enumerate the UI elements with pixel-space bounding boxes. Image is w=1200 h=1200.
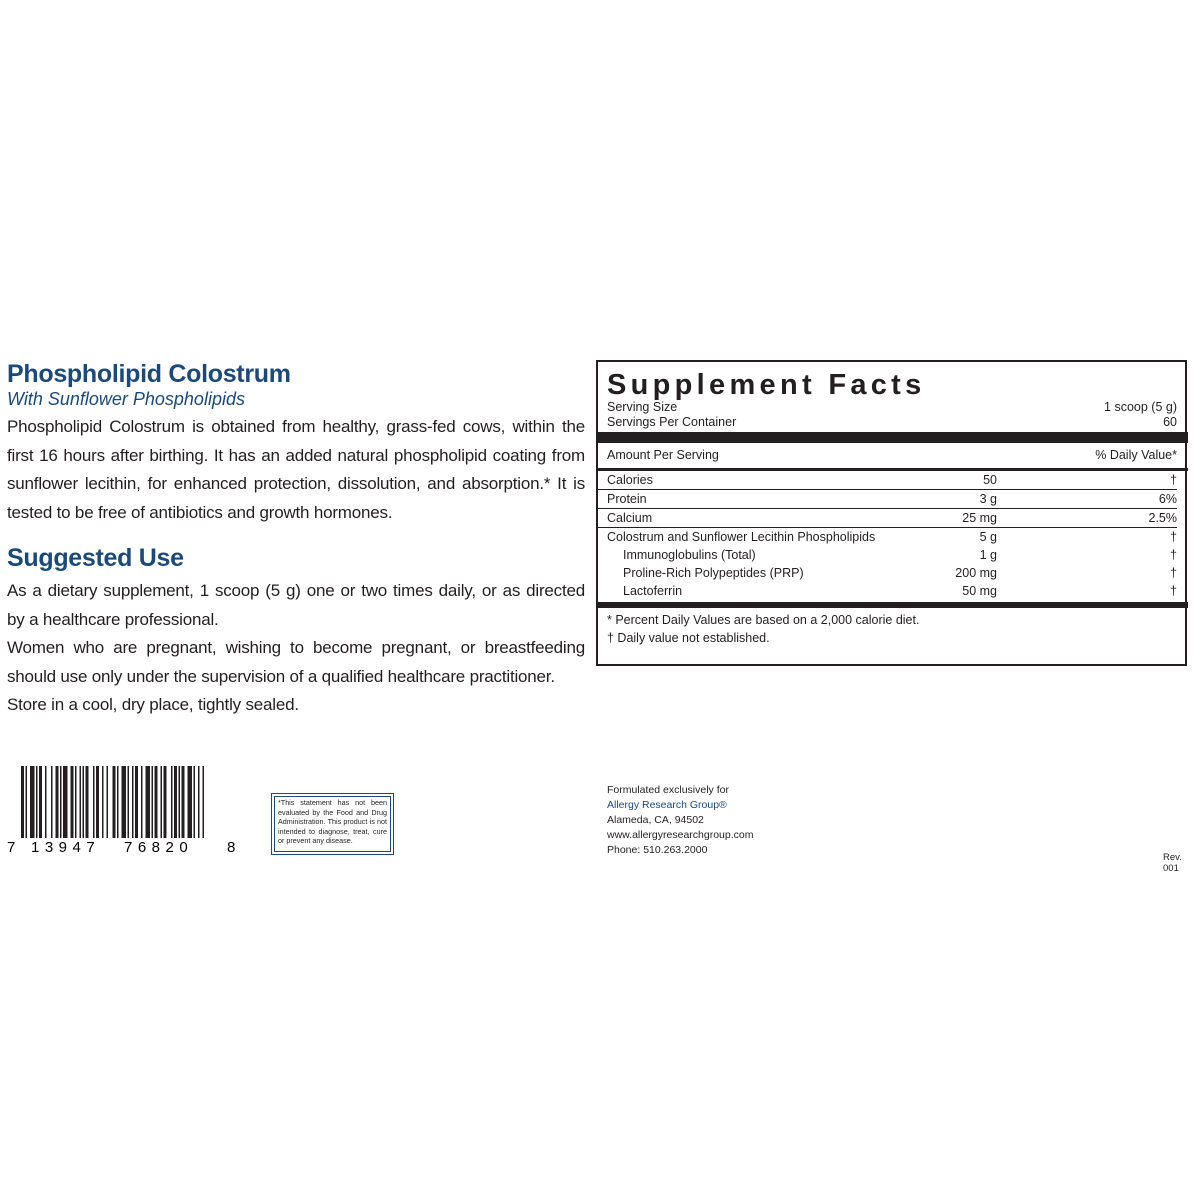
barcode-bar [75, 766, 77, 838]
supplement-facts-title: Supplement Facts [607, 369, 926, 401]
nutrient-amount: 5 g [979, 530, 997, 544]
amount-per-serving-row [607, 446, 1177, 464]
barcode-bar [188, 766, 193, 838]
nutrient-amount: 3 g [979, 492, 997, 506]
barcode-bar [39, 766, 42, 838]
serving-size-row [607, 400, 1177, 415]
fda-disclaimer-box [271, 793, 394, 855]
barcode-bar [45, 766, 47, 838]
barcode-digits-right: 76820 [124, 839, 194, 856]
product-info [7, 360, 585, 720]
nutrient-name: Calcium [607, 511, 653, 525]
nutrient-name: Calories [607, 473, 653, 487]
barcode-bar [152, 766, 154, 838]
barcode-bar [132, 766, 134, 838]
barcode-bar [107, 766, 109, 838]
barcode-bar [93, 766, 95, 838]
nutrient-daily-value: † [1170, 584, 1177, 598]
servings-per-container-row [607, 415, 1177, 430]
supplement-facts-panel [596, 360, 1187, 666]
nutrient-daily-value: † [1170, 548, 1177, 562]
nutrient-amount: 1 g [979, 548, 997, 562]
formulated-for-label: Formulated exclusively for [607, 784, 729, 796]
nutrient-amount: 25 mg [962, 511, 997, 525]
barcode-bar [135, 766, 138, 838]
servings-per-container-label: Servings Per Container [607, 415, 737, 429]
barcode-bar [179, 766, 181, 838]
barcode-bar [21, 766, 24, 838]
brand-address: Alameda, CA, 94502 [607, 814, 704, 826]
servings-per-container-value: 60 [1163, 415, 1177, 429]
upc-barcode [5, 766, 237, 856]
barcode-bar [171, 766, 173, 838]
barcode-bar [30, 766, 35, 838]
barcode-bar [117, 766, 119, 838]
barcode-bar [128, 766, 130, 838]
suggested-use-dosage: As a dietary supplement, 1 scoop (5 g) one or two times daily, or as directed by a healthcare professional. [7, 581, 585, 629]
barcode-bar [174, 766, 177, 838]
nutrient-row [598, 564, 1177, 582]
bottom-divider [598, 602, 1188, 608]
barcode-bar [164, 766, 167, 838]
footnote-percent-dv: * Percent Daily Values are based on a 2,000 calorie diet. [607, 613, 920, 627]
barcode-bar [203, 766, 205, 838]
nutrient-name: Proline-Rich Polypeptides (PRP) [623, 566, 804, 580]
barcode-bar [86, 766, 89, 838]
barcode-bar [83, 766, 85, 838]
barcode-digit-check: 8 [227, 839, 236, 856]
nutrient-daily-value: † [1170, 473, 1177, 487]
nutrient-daily-value: 6% [1158, 492, 1177, 506]
barcode-bar [161, 766, 163, 838]
barcode-bar [26, 766, 28, 838]
barcode-digit-lead: 7 [7, 839, 16, 856]
revision-label: Rev. 001 [1163, 852, 1182, 874]
thick-divider [598, 432, 1188, 443]
suggested-use-storage: Store in a cool, dry place, tightly sealed. [7, 695, 299, 714]
nutrient-daily-value: † [1170, 566, 1177, 580]
nutrient-row [598, 508, 1177, 527]
manufacturer-info [607, 783, 753, 858]
nutrient-name: Immunoglobulins (Total) [623, 548, 756, 562]
barcode-bar [51, 766, 53, 838]
product-title: Phospholipid Colostrum [7, 360, 291, 388]
barcode-bar [141, 766, 143, 838]
daily-value-header: % Daily Value* [1095, 448, 1177, 462]
barcode-bars [21, 766, 204, 838]
nutrient-daily-value: 2.5% [1148, 511, 1177, 525]
serving-size-value: 1 scoop (5 g) [1104, 400, 1177, 414]
barcode-bar [113, 766, 116, 838]
nutrient-row [598, 489, 1177, 508]
barcode-bar [122, 766, 127, 838]
brand-name: Allergy Research Group® [607, 799, 727, 811]
product-description: Phospholipid Colostrum is obtained from healthy, grass-fed cows, within the first 16 hours after birthing. It has an added natural phospholipid coating from sunflower lecithin, for enhanced protection, dissolution, and absorption.* It is tested to be free of antibiotics and growth hormones. [7, 417, 585, 522]
brand-phone: Phone: 510.263.2000 [607, 844, 708, 856]
footnote-dagger: † Daily value not established. [607, 631, 770, 645]
nutrient-row [598, 471, 1177, 489]
nutrient-name: Protein [607, 492, 647, 506]
nutrient-row [598, 582, 1177, 600]
amount-per-serving-label: Amount Per Serving [607, 448, 719, 462]
nutrient-name: Lactoferrin [623, 584, 683, 598]
barcode-bar [198, 766, 200, 838]
barcode-bar [71, 766, 74, 838]
nutrient-amount: 50 mg [962, 584, 997, 598]
barcode-bar [155, 766, 158, 838]
barcode-digits-left: 13947 [31, 839, 101, 856]
fda-disclaimer-text: *This statement has not been evaluated by the Food and Drug Administration. This product is not intended to diagnose, treat, cure or prevent any disease. [274, 796, 391, 852]
barcode-bar [80, 766, 82, 838]
barcode-bar [36, 766, 38, 838]
brand-website: www.allergyresearchgroup.com [607, 829, 754, 841]
barcode-bar [102, 766, 104, 838]
barcode-bar [60, 766, 62, 838]
nutrient-amount: 200 mg [955, 566, 997, 580]
barcode-bar [182, 766, 185, 838]
nutrient-daily-value: † [1170, 530, 1177, 544]
serving-size-label: Serving Size [607, 400, 678, 414]
nutrient-name: Colostrum and Sunflower Lecithin Phospholipids [607, 530, 876, 544]
nutrient-amount: 50 [983, 473, 997, 487]
suggested-use-heading: Suggested Use [7, 544, 184, 572]
nutrient-row [598, 527, 1177, 546]
barcode-bar [146, 766, 151, 838]
barcode-bar [194, 766, 196, 838]
barcode-bar [63, 766, 68, 838]
barcode-bar [56, 766, 59, 838]
nutrient-row [598, 546, 1177, 564]
medium-divider [598, 464, 1188, 471]
suggested-use-warning: Women who are pregnant, wishing to become pregnant, or breastfeeding should use only under the supervision of a qualified healthcare practitioner. [7, 638, 585, 686]
product-subtitle: With Sunflower Phospholipids [7, 389, 245, 409]
barcode-bar [96, 766, 99, 838]
